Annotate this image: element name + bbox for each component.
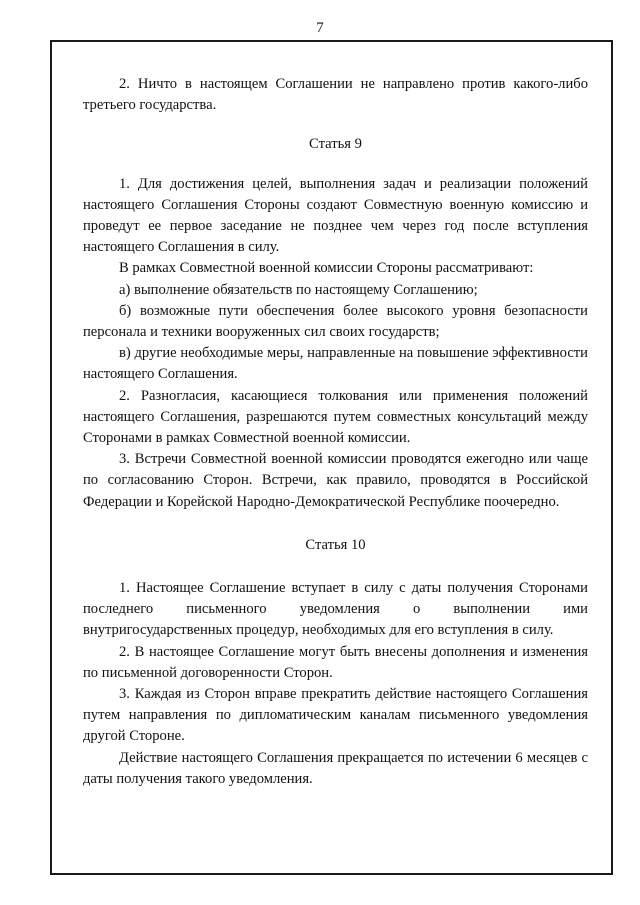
article-9-clause-2: 2. Разногласия, касающиеся толкования или применения положений настоящего Соглашения, разрешаются путем совместных консультаций между Сторонами в рамках Совместной военной комиссии. [83,387,588,447]
article-10-termination: Действие настоящего Соглашения прекращается по истечении 6 месяцев с даты получения такого уведомления. [83,749,588,787]
article-10-heading: Статья 10 [305,536,366,553]
article-10-clause-3: 3. Каждая из Сторон вправе прекратить действие настоящего Соглашения путем направления по дипломатическим каналам письменного уведомления другой Стороне. [83,686,588,745]
article-9-list-intro: В рамках Совместной военной комиссии Стороны рассматривают: [119,260,534,277]
article-9-item-b: б) возможные пути обеспечения более высокого уровня безопасности персонала и техники вооруженных сил своих государств; [83,302,588,341]
article-9-item-a: а) выполнение обязательств по настоящему Соглашению; [119,281,478,298]
document-body [83,74,588,790]
article-9-clause-3: 3. Встречи Совместной военной комиссии проводятся ежегодно или чаще по согласованию Сторон. Встречи, как правило, проводятся в Российской Федерации и Корейской Народно-Демократической Республике поочередно. [83,451,588,510]
article-10-clause-2: 2. В настоящее Соглашение могут быть внесены дополнения и изменения по письменной договоренности Сторон. [83,643,588,681]
article-9-clause-1: 1. Для достижения целей, выполнения задач и реализации положений настоящего Соглашения Стороны создают Совместную военную комиссию и проведут ее первое заседание не позднее чем через год после вступления настоящего Соглашения в силу. [83,175,588,256]
article-9-heading: Статья 9 [309,136,362,153]
page-number: 7 [316,20,324,36]
article-9-item-c: в) другие необходимые меры, направленные на повышение эффективности настоящего Соглашения. [83,345,588,383]
article-8-clause-2: 2. Ничто в настоящем Соглашении не направлено против какого-либо третьего государства. [83,76,588,114]
article-10-clause-1: 1. Настоящее Соглашение вступает в силу с даты получения Сторонами последнего письменного уведомления о выполнении ими внутригосударственных процедур, необходимых для его вступления в силу. [83,580,588,639]
